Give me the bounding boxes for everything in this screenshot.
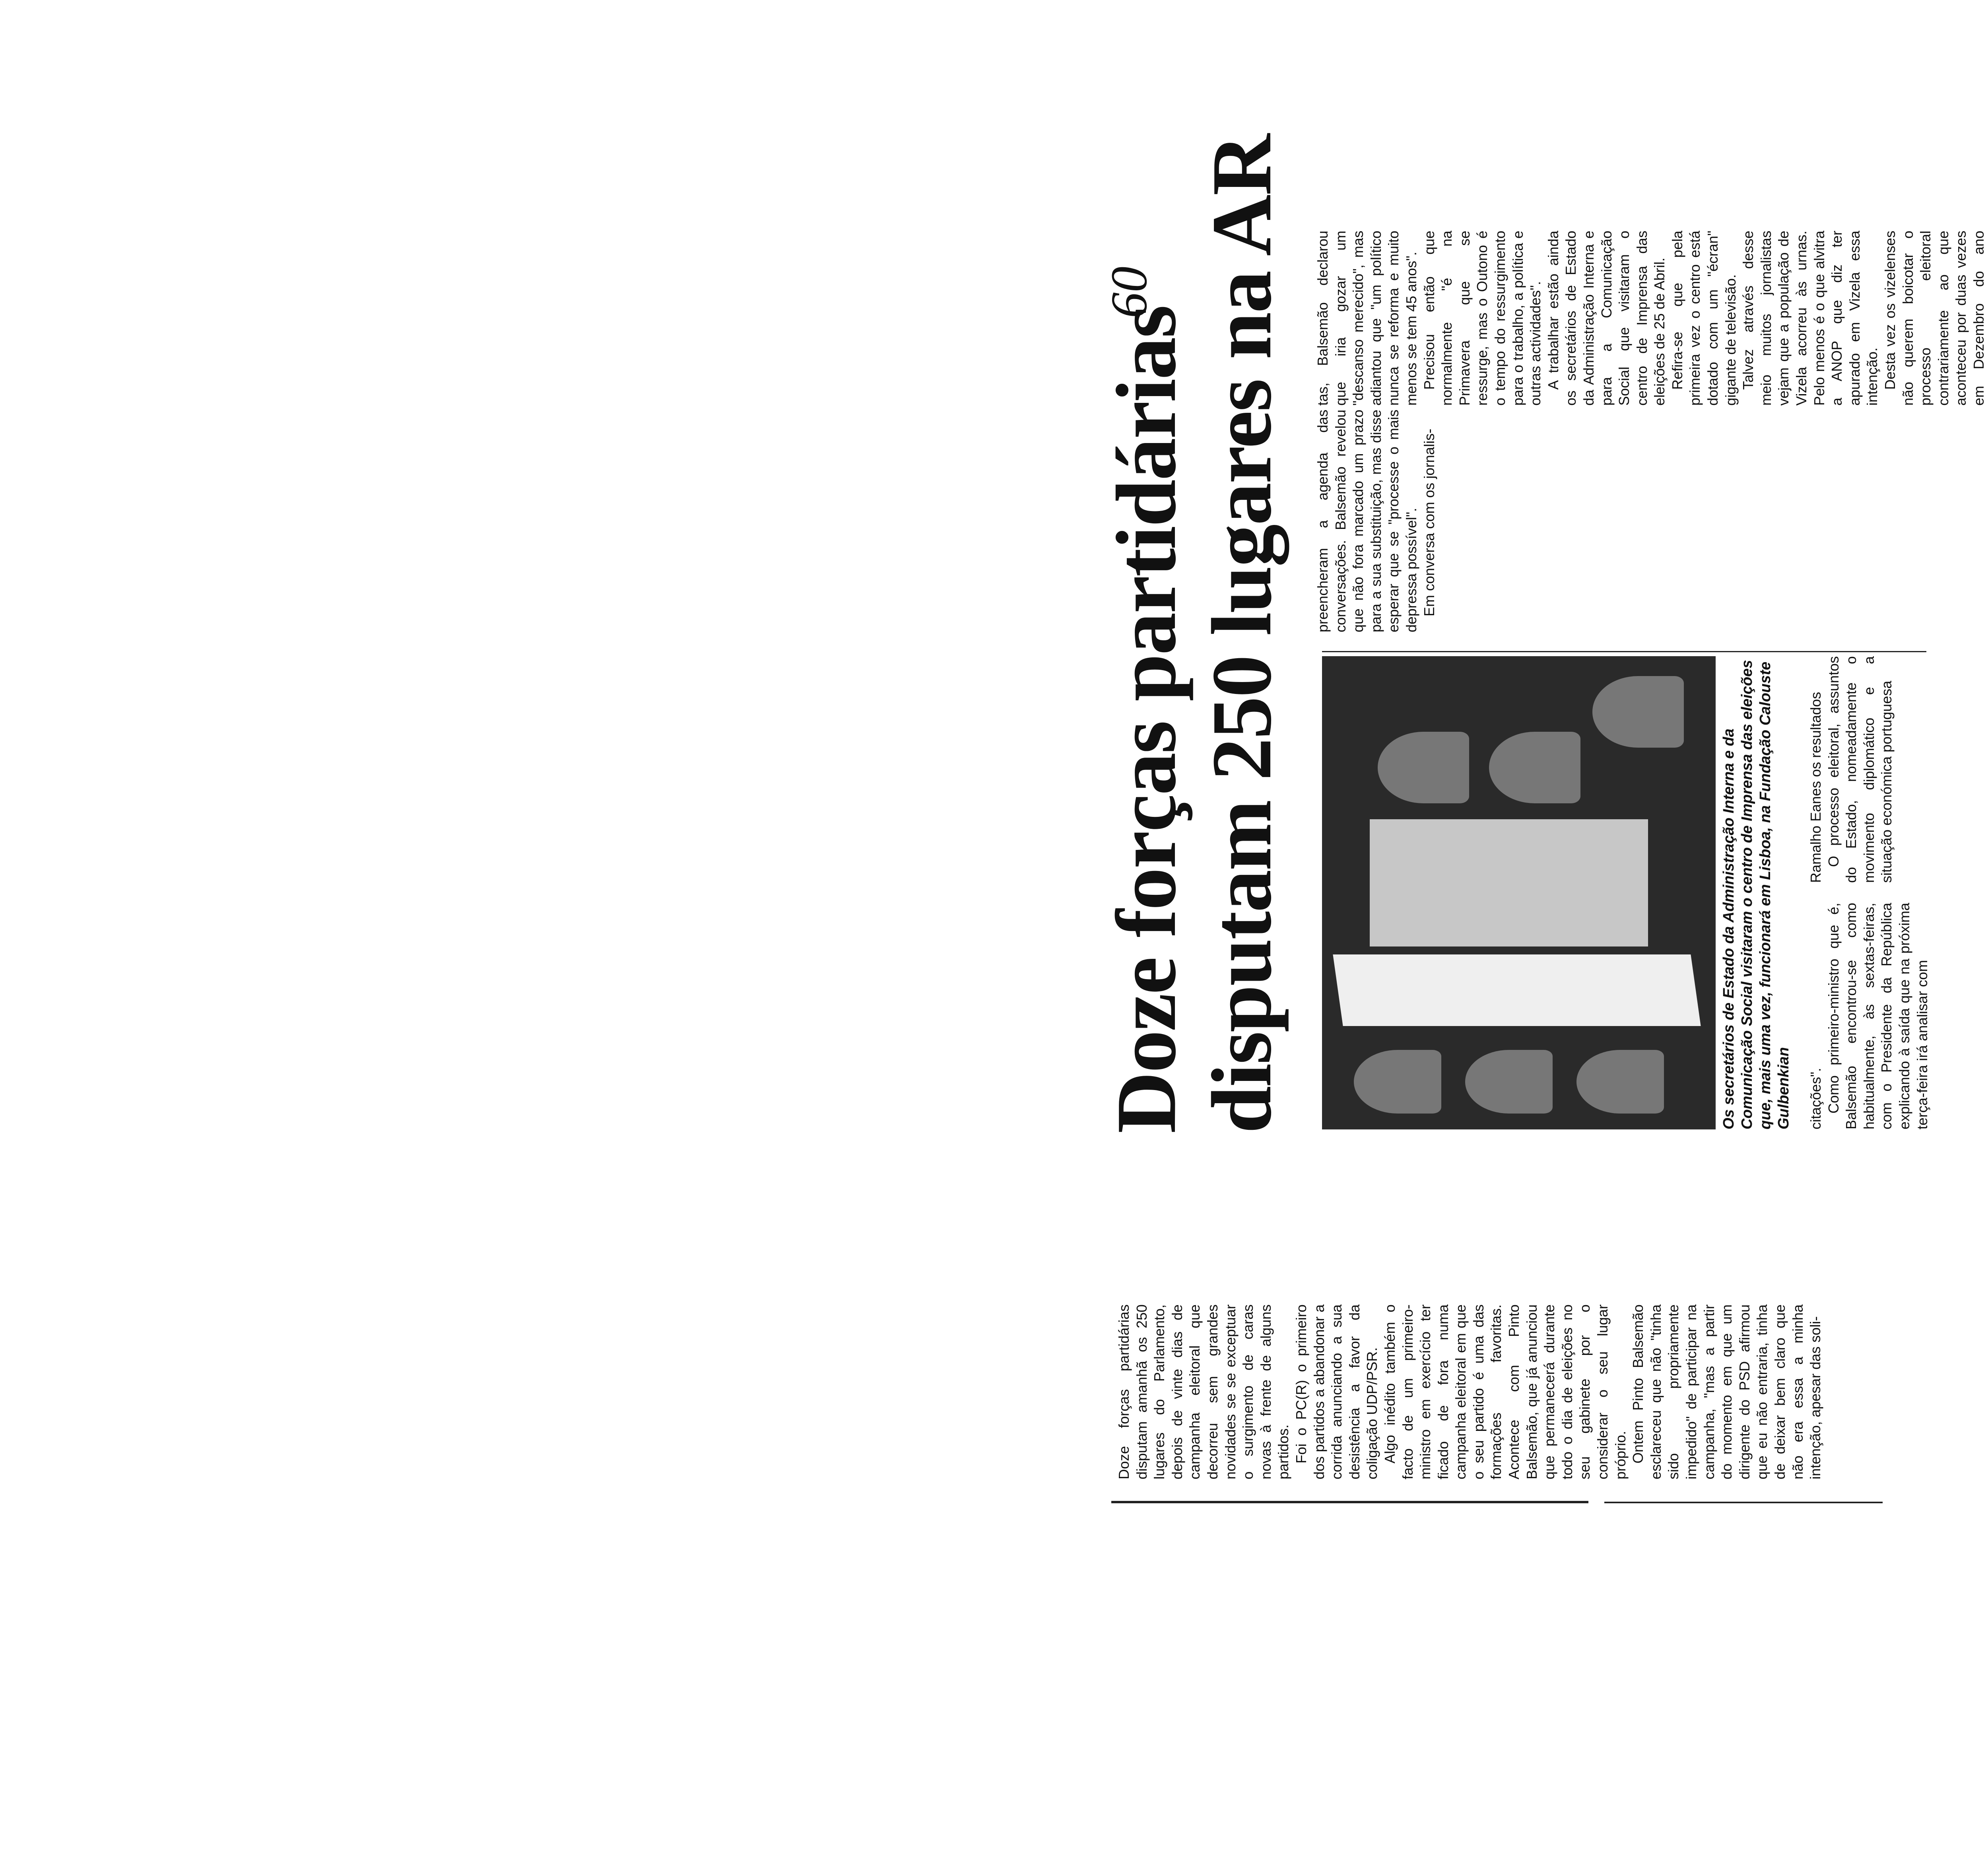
left-border-rule: [1111, 1501, 1588, 1503]
paragraph: O processo eleitoral, assuntos do Estado, nomeadamente o movimento diplomático e a situação económica portuguesa: [1825, 656, 1895, 883]
article-column-4: [1314, 231, 1988, 406]
paragraph: preencheram a agenda das conversações. Balsemão revelou que não fora marcado um prazo para a sua substituição, mas disse esperar que se "processe o mais depressa possível".: [1314, 410, 1419, 632]
headline-line-1: Doze forças partidárias: [1099, 306, 1194, 1133]
paragraph: A trabalhar estão ainda os secretários de Estado da Administração Interna e para a Comunicação Social que visitaram o centro de Imprensa das eleições de 25 de Abril.: [1545, 231, 1668, 406]
photo-caption: Os secretários de Estado da Administração Interna e da Comunicação Social visitaram o centro de Imprensa das eleições que, mais uma vez, funcionará em Lisboa, na Fundação Calouste Gulbenkian: [1720, 660, 1792, 1129]
paragraph: Ontem Pinto Balsemão esclareceu que não "tinha sido propriamente impedido" de participar na campanha, "mas a partir do momento em que um dirigente do PSD afirmou que eu não entraria, tinha de deixar bem claro que não era essa a minha intenção, apesar das soli-: [1630, 1304, 1824, 1479]
photo-figure: [1465, 1050, 1553, 1114]
paragraph: Doze forças partidárias disputam amanhã os 250 lugares do Parlamento, depois de vinte dias de campanha eleitoral que decorreu sem grandes novidades se se exceptuar o surgimento de caras novas à frente de alguns partidos.: [1116, 1304, 1292, 1479]
paragraph: Foi o PC(R) o primeiro dos partidos a abandonar a corrida anunciando a sua desistência a favor da coligação UDP/PSR.: [1293, 1304, 1380, 1479]
handwritten-annotation: 60: [1101, 266, 1158, 318]
paragraph: Precisou então que normalmente "é na Primavera que se ressurge, mas o Outono é o tempo do ressurgimento para o trabalho, a política e outras actividades".: [1421, 231, 1544, 406]
article-column-2: [1807, 903, 1931, 1129]
paragraph: Ramalho Eanes os resultados: [1807, 692, 1824, 883]
news-photo: [1322, 656, 1716, 1129]
photo-light-area: [1333, 954, 1701, 1026]
article-column-3: [1314, 410, 1438, 632]
photo-figure: [1354, 1050, 1441, 1114]
photo-figure: [1489, 732, 1580, 803]
headline: [1099, 135, 1306, 1133]
photo-table: [1370, 819, 1648, 946]
photo-figure: [1576, 1050, 1664, 1114]
left-border-rule-lower: [1604, 1502, 1883, 1503]
paragraph: Desta vez os vizelenses não querem boicotar o processo eleitoral contrariamente ao que aconteceu por duas vezes em Dezembro do ano: [1882, 231, 1987, 406]
paragraph: tas, Balsemão declarou que iria gozar um "descanso merecido", mas adiantou que "um político nunca se reforma e muito menos se tem 45 anos".: [1314, 231, 1419, 406]
paragraph: citações".: [1807, 1068, 1824, 1129]
column-divider: [1322, 651, 1926, 652]
paragraph: Algo inédito também o facto de um primeiro-ministro em exercício ter ficado de fora numa campanha eleitoral em que o seu partido é uma das formações favoritas. Acontece com Pinto Balsemão, que já anunciou que permanecerá durante todo o dia de eleições no seu gabinete por o considerar o seu lugar próprio.: [1381, 1304, 1629, 1479]
newspaper-clipping: [1099, 135, 1987, 1479]
paragraph: Refira-se que pela primeira vez o centro está dotado com um "écran" gigante de televisão.: [1669, 231, 1739, 406]
headline-line-2: disputam 250 lugares na AR: [1194, 135, 1289, 1133]
paragraph: Talvez através desse meio muitos jornalistas vejam que a população de Vizela acorreu às urnas. Pelo menos é o que alvitra a ANOP que diz ter apurado em Vizela essa intenção.: [1740, 231, 1881, 406]
photo-figure: [1592, 676, 1684, 748]
article-column-2b: [1807, 656, 1896, 883]
article-column-1: [1115, 1304, 1825, 1479]
paragraph: Em conversa com os jornalis-: [1421, 428, 1437, 616]
photo-figure: [1378, 732, 1469, 803]
paragraph: Como primeiro-ministro que é, Balsemão encontrou-se como habitualmente, às sextas-feiras, com o Presidente da República explicando à saída que na próxima terça-feira irá analisar com: [1825, 903, 1930, 1129]
